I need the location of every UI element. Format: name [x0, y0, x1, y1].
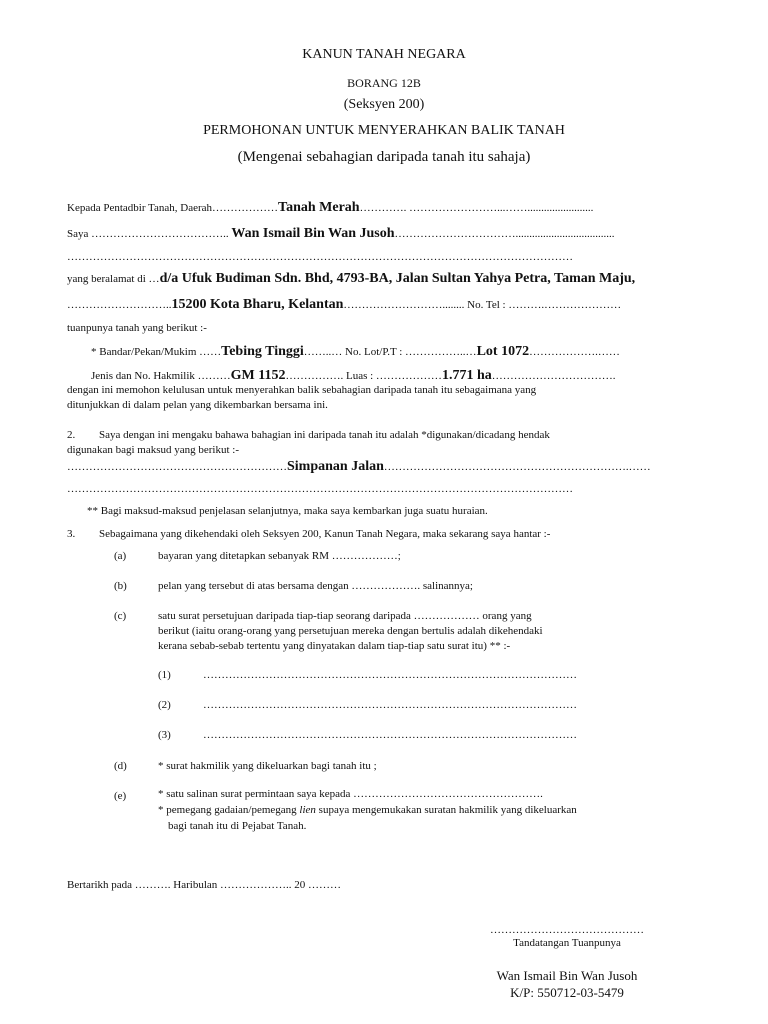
- signature-dots: ……………………………………: [490, 924, 644, 936]
- annex-note: ** Bagi maksud-maksud penjelasan selanjutnya, maka saya kembarkan juga suatu huraian.: [87, 505, 488, 517]
- lot-dots: ……………….……: [529, 346, 620, 358]
- area-dots: …………………………….: [491, 370, 616, 382]
- signatory-name: Wan Ismail Bin Wan Jusoh: [496, 968, 638, 983]
- item-b-text: pelan yang tersebut di atas bersama dengan ………………. salinannya;: [158, 580, 473, 592]
- address-label: yang beralamat di …: [67, 273, 160, 285]
- consent-3-dots: …………………………………………………………………………………………: [203, 729, 577, 741]
- address-line: [67, 271, 635, 287]
- title-area-line: [91, 368, 615, 384]
- applicant-line: [67, 226, 615, 242]
- item-d-label: (d): [114, 760, 127, 772]
- item-e-line2-end: supaya mengemukakan suratan hakmilik yang dikeluarkan: [315, 804, 577, 816]
- consent-2-dots: …………………………………………………………………………………………: [203, 699, 577, 711]
- consent-2-label: (2): [158, 699, 171, 711]
- blank-line: …………………………………………………………………………………………………………………………: [67, 251, 573, 263]
- district-line: [67, 200, 593, 216]
- item-b-label: (b): [114, 580, 127, 592]
- lot-label: ……..… No. Lot/P.T : ……………..…: [303, 346, 477, 358]
- address2-dots: ………………………..: [67, 299, 172, 311]
- address2-value: 15200 Kota Bharu, Kelantan: [171, 297, 344, 312]
- item-e-line2-start: * pemegang gadaian/pemegang: [158, 804, 300, 816]
- item-c-label: (c): [114, 610, 127, 622]
- item-3-number: 3.: [67, 528, 76, 540]
- item-2-line2: digunakan bagi maksud yang berikut :-: [67, 444, 239, 456]
- address-value: d/a Ufuk Budiman Sdn. Bhd, 4793-BA, Jalan Sultan Yahya Petra, Taman Maju,: [159, 271, 636, 286]
- title-number: GM 1152: [230, 368, 286, 383]
- signatory-id: K/P: 550712-03-5479: [510, 985, 624, 1000]
- item-a-label: (a): [114, 550, 127, 562]
- district-label: Kepada Pentadbir Tanah, Daerah………………: [67, 202, 279, 214]
- act-title: KANUN TANAH NEGARA: [302, 47, 466, 62]
- title-type-label: Jenis dan No. Hakmilik ………: [91, 370, 231, 382]
- item-c-line2: berikut (iaitu orang-orang yang persetujuan mereka dengan bertulis adalah dikehendaki: [158, 625, 543, 637]
- signature-label: Tandatangan Tuanpunya: [513, 937, 621, 949]
- item-e-line2-italic: lien: [299, 804, 316, 816]
- consent-3-label: (3): [158, 729, 171, 741]
- item-3-text: Sebagaimana yang dikehendaki oleh Seksyen 200, Kanun Tanah Negara, maka sekarang saya hantar :-: [99, 528, 551, 540]
- purpose-dots-right: ………………………………………………………….……: [383, 461, 651, 473]
- applicant-dots: ……………………………....................................: [394, 228, 615, 240]
- consent-1-dots: …………………………………………………………………………………………: [203, 669, 577, 681]
- form-number: BORANG 12B: [347, 76, 421, 90]
- application-paragraph-line2: ditunjukkan di dalam pelan yang dikembarkan bersama ini.: [67, 399, 328, 411]
- application-paragraph-line1: dengan ini memohon kelulusan untuk menyerahkan balik sebahagian daripada tanah itu sebagaimana yang: [67, 384, 537, 396]
- owner-statement: tuanpunya tanah yang berikut :-: [67, 322, 207, 334]
- applicant-label: Saya ………………………………..: [67, 228, 232, 240]
- item-d-text: * surat hakmilik yang dikeluarkan bagi tanah itu ;: [158, 760, 377, 772]
- applicant-name: Wan Ismail Bin Wan Jusoh: [231, 226, 395, 241]
- item-c-line3: kerana sebab-sebab tertentu yang dinyatakan dalam tiap-tiap satu surat itu) ** :-: [158, 640, 511, 652]
- lot-value: Lot 1072: [476, 344, 530, 359]
- address2-line: [67, 297, 621, 313]
- item-2-number: 2.: [67, 429, 76, 441]
- section-reference: (Seksyen 200): [343, 97, 425, 112]
- area-label: ……………. Luas : ………………: [285, 370, 442, 382]
- district-dots: …………. ……………………...……........................: [359, 202, 594, 214]
- telephone-label: ………………………........ No. Tel : ……….…………………: [343, 299, 622, 311]
- item-e-line2: [158, 804, 577, 816]
- mukim-lot-line: [91, 344, 620, 360]
- form-title: PERMOHONAN UNTUK MENYERAHKAN BALIK TANAH: [203, 123, 565, 138]
- form-subtitle: (Mengenai sebahagian daripada tanah itu sahaja): [237, 149, 531, 165]
- item-e-line3: bagi tanah itu di Pejabat Tanah.: [168, 820, 307, 832]
- consent-1-label: (1): [158, 669, 171, 681]
- item-a-text: bayaran yang ditetapkan sebanyak RM ………………;: [158, 550, 401, 562]
- mukim-label: * Bandar/Pekan/Mukim ……: [91, 346, 222, 358]
- item-e-line1: * satu salinan surat permintaan saya kepada …………………………………………….: [158, 788, 543, 800]
- purpose-blank-line: …………………………………………………………………………………………………………………………: [67, 483, 573, 495]
- item-2-line1: Saya dengan ini mengaku bahawa bahagian ini daripada tanah itu adalah *digunakan/dicadang hendak: [99, 429, 550, 441]
- mukim-value: Tebing Tinggi: [221, 344, 304, 359]
- area-value: 1.771 ha: [441, 368, 492, 383]
- item-e-label: (e): [114, 790, 127, 802]
- date-line: Bertarikh pada ………. Haribulan ……………….. 20 ………: [67, 879, 342, 891]
- purpose-line: [67, 459, 651, 475]
- purpose-value: Simpanan Jalan: [287, 459, 384, 474]
- district-value: Tanah Merah: [278, 200, 360, 215]
- item-c-line1: satu surat persetujuan daripada tiap-tiap seorang daripada ……………… orang yang: [158, 610, 532, 622]
- purpose-dots-left: ……………………………………………………: [67, 461, 287, 473]
